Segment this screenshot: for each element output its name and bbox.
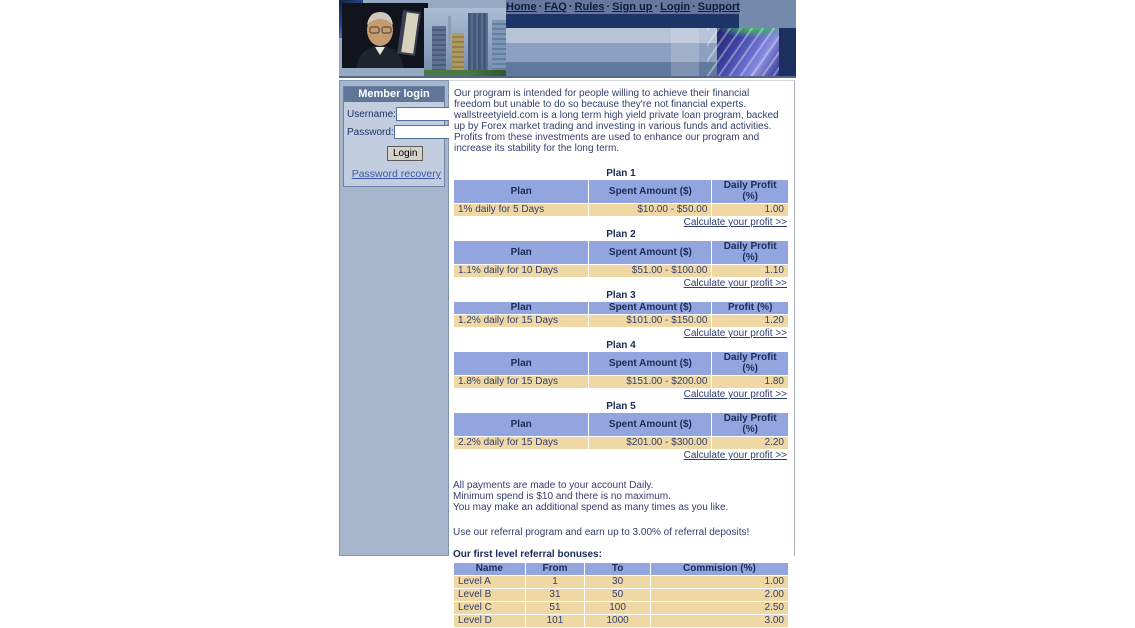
referral-promo: Use our referral program and earn up to 3.00% of referral deposits! bbox=[453, 527, 750, 538]
calculate-profit-link[interactable]: Calculate your profit >> bbox=[683, 450, 787, 461]
referral-table bbox=[453, 562, 789, 628]
plan-amount-cell: $101.00 - $150.00 bbox=[589, 315, 711, 327]
commission-cell: 1.00 bbox=[651, 576, 788, 588]
plan-table bbox=[453, 351, 789, 389]
plan-col-header: Plan bbox=[454, 352, 588, 375]
commission-cell: 2.00 bbox=[651, 589, 788, 601]
plan-row bbox=[454, 315, 788, 327]
plan-col-header: Plan bbox=[454, 413, 588, 436]
username-label: Username: bbox=[347, 108, 396, 120]
plan-amount-cell: $151.00 - $200.00 bbox=[589, 376, 711, 388]
member-login-box bbox=[343, 86, 445, 187]
plan-row bbox=[454, 265, 788, 277]
profit-col-header: Profit (%) bbox=[712, 302, 788, 314]
level-name-cell: Level A bbox=[454, 576, 525, 588]
payments-line: All payments are made to your account Daily. bbox=[453, 480, 654, 491]
calculate-profit-link[interactable]: Calculate your profit >> bbox=[683, 278, 787, 289]
from-cell: 101 bbox=[526, 615, 585, 627]
level-name-cell: Level C bbox=[454, 602, 525, 614]
from-cell: 51 bbox=[526, 602, 585, 614]
intro-paragraph-1: Our program is intended for people willing to achieve their financial freedom but unable to do so because they're not financial experts. bbox=[454, 88, 750, 110]
profit-col-header: Daily Profit (%) bbox=[712, 241, 788, 264]
to-cell: 50 bbox=[585, 589, 650, 601]
plan-col-header: Plan bbox=[454, 302, 588, 314]
plan-name-cell: 2.2% daily for 15 Days bbox=[454, 437, 588, 449]
to-cell: 1000 bbox=[585, 615, 650, 627]
plan-col-header: Plan bbox=[454, 241, 588, 264]
main-content bbox=[449, 80, 795, 626]
plan-row bbox=[454, 376, 788, 388]
referral-row bbox=[454, 576, 788, 588]
plan-title: Plan 5 bbox=[606, 401, 636, 412]
top-nav-bar bbox=[506, 0, 739, 28]
profit-col-header: Daily Profit (%) bbox=[712, 413, 788, 436]
calculate-profit-link[interactable]: Calculate your profit >> bbox=[683, 217, 787, 228]
referral-heading: Our first level referral bonuses: bbox=[453, 549, 602, 560]
header-banner bbox=[339, 0, 796, 78]
header-mosaic-block bbox=[739, 0, 796, 28]
nav-link-support[interactable]: Support bbox=[697, 1, 740, 13]
nav-link-faq[interactable]: FAQ bbox=[544, 1, 567, 13]
plan-title: Plan 4 bbox=[606, 340, 636, 351]
money-image bbox=[717, 28, 779, 78]
commission-cell: 2.50 bbox=[651, 602, 788, 614]
password-recovery-link[interactable]: Password recovery bbox=[351, 168, 441, 180]
plans-list bbox=[453, 168, 789, 461]
from-cell: 1 bbox=[526, 576, 585, 588]
plan-name-cell: 1.1% daily for 10 Days bbox=[454, 265, 588, 277]
nav-link-home[interactable]: Home bbox=[506, 1, 537, 13]
plan-table bbox=[453, 179, 789, 217]
nav-link-signup[interactable]: Sign up bbox=[612, 1, 653, 13]
payments-info bbox=[453, 480, 789, 513]
plan-row bbox=[454, 437, 788, 449]
plan-title: Plan 1 bbox=[606, 168, 636, 179]
plan-name-cell: 1.2% daily for 15 Days bbox=[454, 315, 588, 327]
amount-col-header: Spent Amount ($) bbox=[589, 302, 711, 314]
plan-table bbox=[453, 301, 789, 328]
top-navigation: Home · FAQ · Rules · Sign up · Login · Support bbox=[506, 1, 740, 13]
plan-profit-cell: 2.20 bbox=[712, 437, 788, 449]
referral-row bbox=[454, 602, 788, 614]
from-cell: 31 bbox=[526, 589, 585, 601]
plan-amount-cell: $10.00 - $50.00 bbox=[589, 204, 711, 216]
profit-col-header: Daily Profit (%) bbox=[712, 352, 788, 375]
password-field[interactable] bbox=[394, 125, 456, 139]
plan-table bbox=[453, 412, 789, 450]
plan-name-cell: 1.8% daily for 15 Days bbox=[454, 376, 588, 388]
plan-amount-cell: $201.00 - $300.00 bbox=[589, 437, 711, 449]
nav-link-login[interactable]: Login bbox=[660, 1, 691, 13]
plan-profit-cell: 1.10 bbox=[712, 265, 788, 277]
sidebar bbox=[339, 80, 449, 556]
commission-cell: 3.00 bbox=[651, 615, 788, 627]
plan-section-1 bbox=[453, 168, 789, 228]
nav-link-rules[interactable]: Rules bbox=[574, 1, 605, 13]
to-col-header: To bbox=[585, 563, 650, 575]
plan-name-cell: 1% daily for 5 Days bbox=[454, 204, 588, 216]
level-name-cell: Level D bbox=[454, 615, 525, 627]
plan-row bbox=[454, 204, 788, 216]
plan-table bbox=[453, 240, 789, 278]
plan-title: Plan 3 bbox=[606, 290, 636, 301]
intro-paragraph-2: wallstreetyield.com is a long term high yield private loan program, backed up by Forex market trading and investing in various funds and activities. Profits from these investments are used to enhance our program and increase its stability for the long term. bbox=[454, 110, 779, 154]
calculate-profit-link[interactable]: Calculate your profit >> bbox=[683, 328, 787, 339]
referral-row bbox=[454, 589, 788, 601]
plan-section-2 bbox=[453, 229, 789, 289]
businessman-illustration bbox=[342, 3, 428, 68]
program-description bbox=[454, 88, 788, 154]
profit-col-header: Daily Profit (%) bbox=[712, 180, 788, 203]
plan-col-header: Plan bbox=[454, 180, 588, 203]
from-col-header: From bbox=[526, 563, 585, 575]
plan-section-3 bbox=[453, 290, 789, 339]
amount-col-header: Spent Amount ($) bbox=[589, 413, 711, 436]
businessman-image bbox=[342, 3, 428, 68]
amount-col-header: Spent Amount ($) bbox=[589, 180, 711, 203]
level-name-cell: Level B bbox=[454, 589, 525, 601]
header-mosaic-block bbox=[779, 28, 796, 78]
password-label: Password: bbox=[347, 126, 394, 138]
referral-row bbox=[454, 615, 788, 627]
content-row bbox=[339, 80, 796, 626]
calculate-profit-link[interactable]: Calculate your profit >> bbox=[683, 389, 787, 400]
to-cell: 100 bbox=[585, 602, 650, 614]
amount-col-header: Spent Amount ($) bbox=[589, 352, 711, 375]
payments-line: Minimum spend is $10 and there is no maximum. bbox=[453, 491, 671, 502]
name-col-header: Name bbox=[454, 563, 525, 575]
plan-amount-cell: $51.00 - $100.00 bbox=[589, 265, 711, 277]
plan-title: Plan 2 bbox=[606, 229, 636, 240]
plan-section-5 bbox=[453, 401, 789, 461]
page-wrapper bbox=[339, 0, 796, 626]
plan-profit-cell: 1.80 bbox=[712, 376, 788, 388]
plan-profit-cell: 1.20 bbox=[712, 315, 788, 327]
to-cell: 30 bbox=[585, 576, 650, 588]
member-login-title: Member login bbox=[344, 87, 444, 102]
plan-section-4 bbox=[453, 340, 789, 400]
login-button[interactable]: Login bbox=[387, 146, 423, 161]
plan-profit-cell: 1.00 bbox=[712, 204, 788, 216]
commission-col-header: Commision (%) bbox=[651, 563, 788, 575]
payments-line: You may make an additional spend as many times as you like. bbox=[453, 502, 729, 513]
amount-col-header: Spent Amount ($) bbox=[589, 241, 711, 264]
